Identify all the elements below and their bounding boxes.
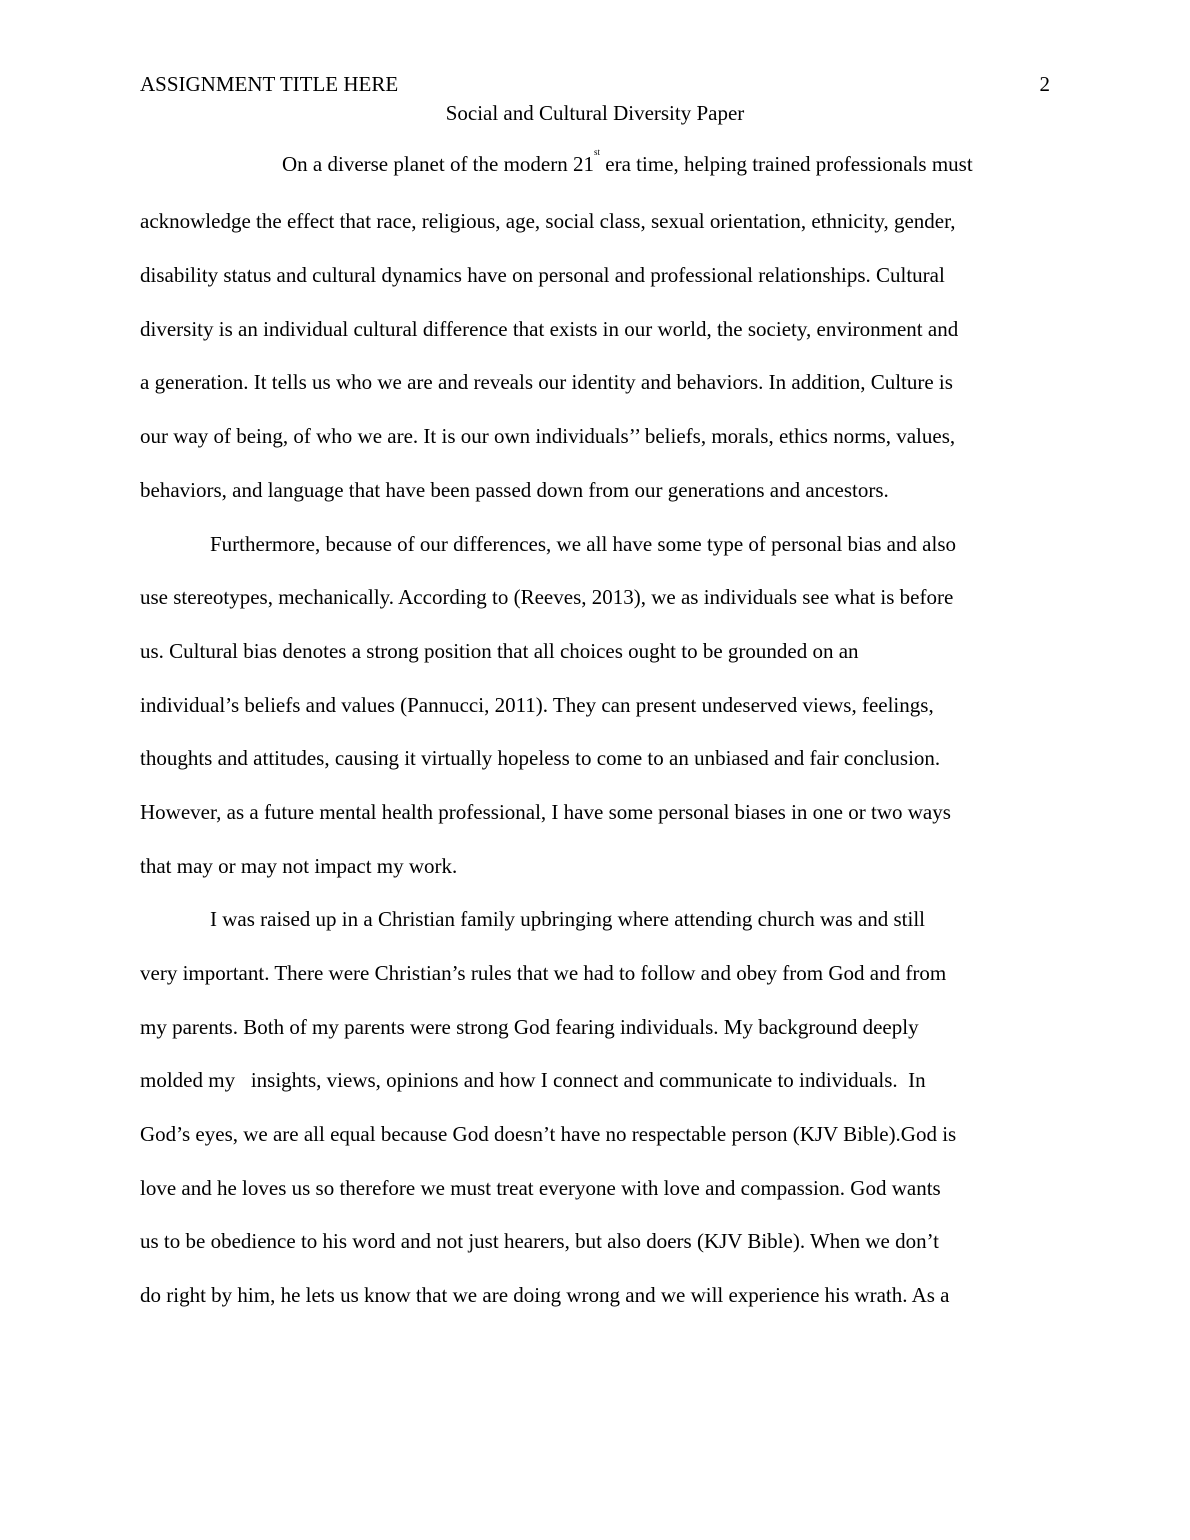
paragraph-line: use stereotypes, mechanically. According to (Reeves, 2013), we as individuals see what is before — [140, 585, 954, 609]
superscript: st — [594, 147, 601, 157]
paragraph-line: do right by him, he lets us know that we are doing wrong and we will experience his wrath. As a — [140, 1283, 950, 1307]
paragraph-line: diversity is an individual cultural difference that exists in our world, the society, environment and — [140, 317, 959, 341]
paragraph-line: acknowledge the effect that race, religious, age, social class, sexual orientation, ethnicity, gender, — [140, 209, 956, 233]
paragraph-line — [282, 147, 973, 178]
paragraph-line: us to be obedience to his word and not just hearers, but also doers (KJV Bible). When we don’t — [140, 1229, 940, 1253]
document-title: Social and Cultural Diversity Paper — [445, 101, 745, 125]
paragraph-line: molded my insights, views, opinions and how I connect and communicate to individuals. In — [140, 1068, 926, 1092]
line-text: On a diverse planet of the modern 21 — [282, 152, 594, 176]
paragraph-line: thoughts and attitudes, causing it virtually hopeless to come to an unbiased and fair conclusion. — [140, 746, 941, 770]
paragraph-line: However, as a future mental health professional, I have some personal biases in one or two ways — [140, 800, 951, 824]
paragraph-line: a generation. It tells us who we are and reveals our identity and behaviors. In addition, Culture is — [140, 370, 953, 394]
paragraph-line: love and he loves us so therefore we must treat everyone with love and compassion. God wants — [140, 1176, 941, 1200]
line-text: era time, helping trained professionals must — [600, 152, 973, 176]
paragraph-line: very important. There were Christian’s rules that we had to follow and obey from God and from — [140, 961, 947, 985]
paragraph-line: behaviors, and language that have been passed down from our generations and ancestors. — [140, 478, 889, 502]
paragraph-line: that may or may not impact my work. — [140, 854, 458, 878]
paragraph-line: us. Cultural bias denotes a strong position that all choices ought to be grounded on an — [140, 639, 859, 663]
running-head: ASSIGNMENT TITLE HERE — [140, 72, 399, 96]
paragraph-line: disability status and cultural dynamics have on personal and professional relationships. Cultural — [140, 263, 945, 287]
paragraph-line: individual’s beliefs and values (Pannucci, 2011). They can present undeserved views, feelings, — [140, 693, 934, 717]
paragraph-line: my parents. Both of my parents were strong God fearing individuals. My background deeply — [140, 1015, 919, 1039]
paragraph-line: God’s eyes, we are all equal because God doesn’t have no respectable person (KJV Bible).God is — [140, 1122, 957, 1146]
paragraph-line: Furthermore, because of our differences, we all have some type of personal bias and also — [210, 532, 957, 556]
paragraph-line: our way of being, of who we are. It is our own individuals’’ beliefs, morals, ethics norms, values, — [140, 424, 956, 448]
page-number: 2 — [1039, 72, 1050, 96]
paragraph-line: I was raised up in a Christian family upbringing where attending church was and still — [210, 907, 925, 931]
